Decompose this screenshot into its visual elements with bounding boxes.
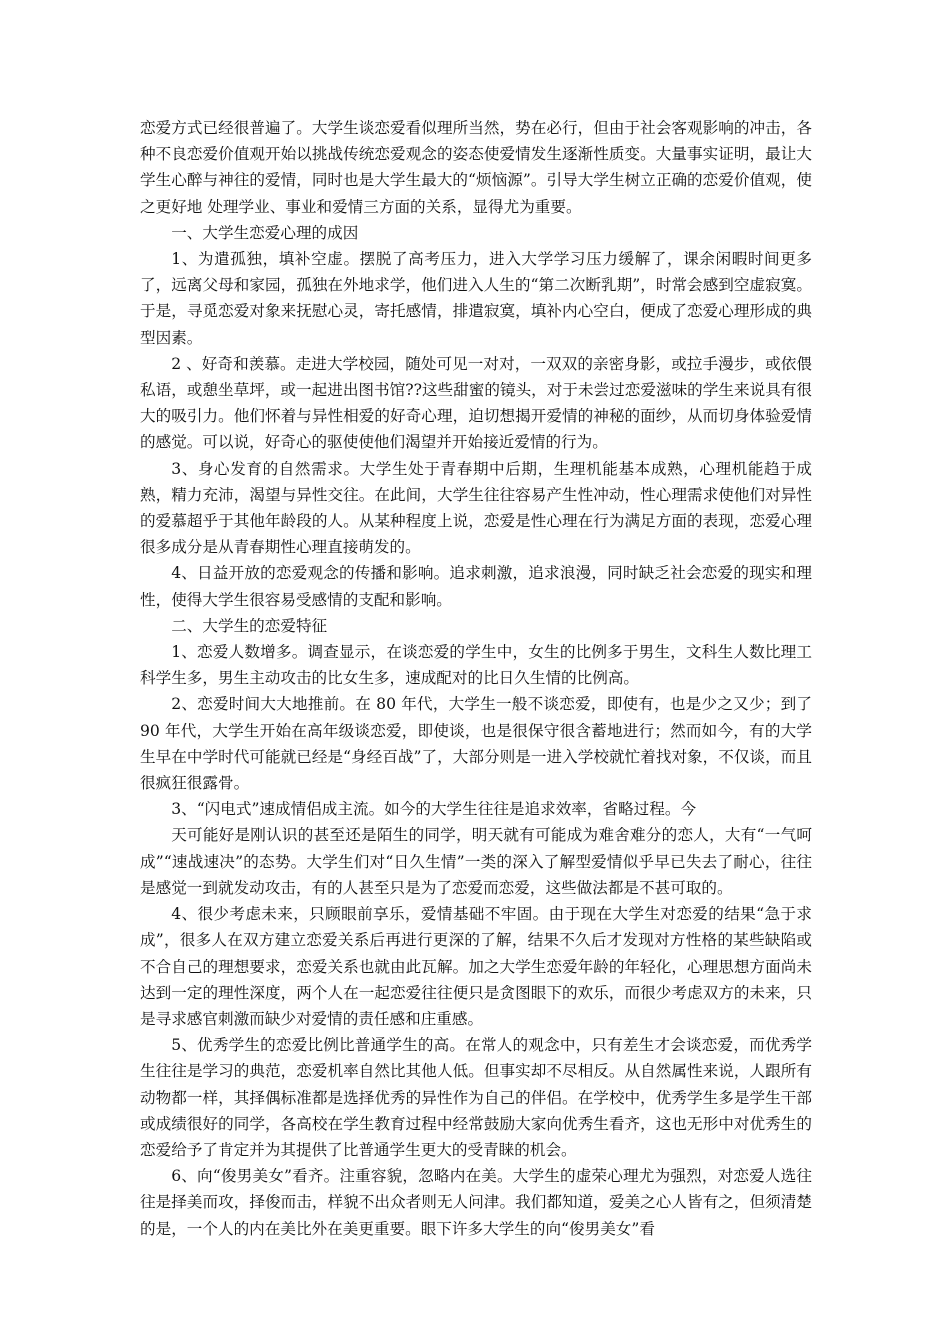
paragraph-feature-3-continued: 天可能好是刚认识的甚至还是陌生的同学，明天就有可能成为难舍难分的恋人，大有“一气呵成”“速战速决”的态势。大学生们对“日久生情”一类的深入了解型爱情似乎早已失去了耐心，往往是感觉一到就发动攻击，有的人甚至只是为了恋爱而恋爱，这些做法都是不甚可取的。	[140, 826, 812, 897]
document-body	[140, 115, 812, 1242]
section-heading-features: 二、大学生的恋爱特征	[171, 616, 328, 635]
section-heading-causes: 一、大学生恋爱心理的成因	[171, 223, 359, 242]
paragraph-feature-6: 6、向“俊男美女”看齐。注重容貌，忽略内在美。大学生的虚荣心理尤为强烈，对恋爱人选往往是择美而攻，择俊而击，样貌不出众者则无人问津。我们都知道，爱美之心人皆有之，但须清楚的是，一个人的内在美比外在美更重要。眼下许多大学生的向“俊男美女”看	[140, 1167, 812, 1238]
paragraph-cause-3: 3、身心发育的自然需求。大学生处于青春期中后期，生理机能基本成熟，心理机能趋于成熟，精力充沛，渴望与异性交往。在此间，大学生往往容易产生性冲动，性心理需求使他们对异性的爱慕超乎于其他年龄段的人。从某种程度上说，恋爱是性心理在行为满足方面的表现，恋爱心理很多成分是从青春期性心理直接萌发的。	[140, 459, 812, 557]
paragraph-feature-4: 4、很少考虑未来，只顾眼前享乐，爱情基础不牢固。由于现在大学生对恋爱的结果“急于求成”，很多人在双方建立恋爱关系后再进行更深的了解，结果不久后才发现对方性格的某些缺陷或不合自己的理想要求，恋爱关系也就由此瓦解。加之大学生恋爱年龄的年轻化，心理思想方面尚未达到一定的理性深度，两个人在一起恋爱往往便只是贪图眼下的欢乐，而很少考虑双方的未来，只是寻求感官刺激而缺少对爱情的责任感和庄重感。	[140, 905, 812, 1028]
paragraph-feature-2: 2、恋爱时间大大地推前。在 80 年代，大学生一般不谈恋爱，即使有，也是少之又少；到了 90 年代，大学生开始在高年级谈恋爱，即使谈，也是很保守很含蓄地进行；然而如今，有的大学生早在中学时代可能就已经是“身经百战”了，大部分则是一进入学校就忙着找对象，不仅谈，而且很疯狂很露骨。	[140, 695, 812, 793]
paragraph-cause-4: 4、日益开放的恋爱观念的传播和影响。追求刺激，追求浪漫，同时缺乏社会恋爱的现实和理性，使得大学生很容易受感情的支配和影响。	[140, 564, 812, 609]
paragraph-intro: 恋爱方式已经很普遍了。大学生谈恋爱看似理所当然，势在必行，但由于社会客观影响的冲击，各种不良恋爱价值观开始以挑战传统恋爱观念的姿态使爱情发生逐渐性质变。大量事实证明，最让大学生心醉与神往的爱情，同时也是大学生最大的“烦恼源”。引导大学生树立正确的恋爱价值观，使之更好地 处理学业、事业和爱情三方面的关系，显得尤为重要。	[140, 119, 812, 216]
paragraph-feature-5: 5、优秀学生的恋爱比例比普通学生的高。在常人的观念中，只有差生才会谈恋爱，而优秀学生往往是学习的典范，恋爱机率自然比其他人低。但事实却不尽相反。从自然属性来说，人跟所有动物都一样，其择偶标准都是选择优秀的异性作为自己的伴侣。在学校中，优秀学生多是学生干部或成绩很好的同学，各高校在学生教育过程中经常鼓励大家向优秀生看齐，这也无形中对优秀生的恋爱给予了肯定并为其提供了比普通学生更大的受青睐的机会。	[140, 1036, 812, 1159]
paragraph-feature-1: 1、恋爱人数增多。调查显示，在谈恋爱的学生中，女生的比例多于男生，文科生人数比理工科学生多，男生主动攻击的比女生多，速成配对的比日久生情的比例高。	[140, 643, 812, 688]
paragraph-cause-1: 1、为遣孤独，填补空虚。摆脱了高考压力，进入大学学习压力缓解了，课余闲暇时间更多了，远离父母和家园，孤独在外地求学，他们进入人生的“第二次断乳期”，时常会感到空虚寂寞。于是，寻觅恋爱对象来抚慰心灵，寄托感情，排遣寂寞，填补内心空白，便成了恋爱心理形成的典型因素。	[140, 250, 812, 347]
paragraph-feature-3: 3、“闪电式”速成情侣成主流。如今的大学生往往是追求效率，省略过程。今	[171, 800, 697, 819]
paragraph-cause-2: 2 、好奇和羡慕。走进大学校园，随处可见一对对，一双双的亲密身影，或拉手漫步，或依偎私语，或憩坐草坪，或一起进出图书馆??这些甜蜜的镜头，对于未尝过恋爱滋味的学生来说具有很大的吸引力。他们怀着与异性相爱的好奇心理，迫切想揭开爱情的神秘的面纱，从而切身体验爱情的感觉。可以说，好奇心的驱使使他们渴望并开始接近爱情的行为。	[140, 354, 812, 452]
